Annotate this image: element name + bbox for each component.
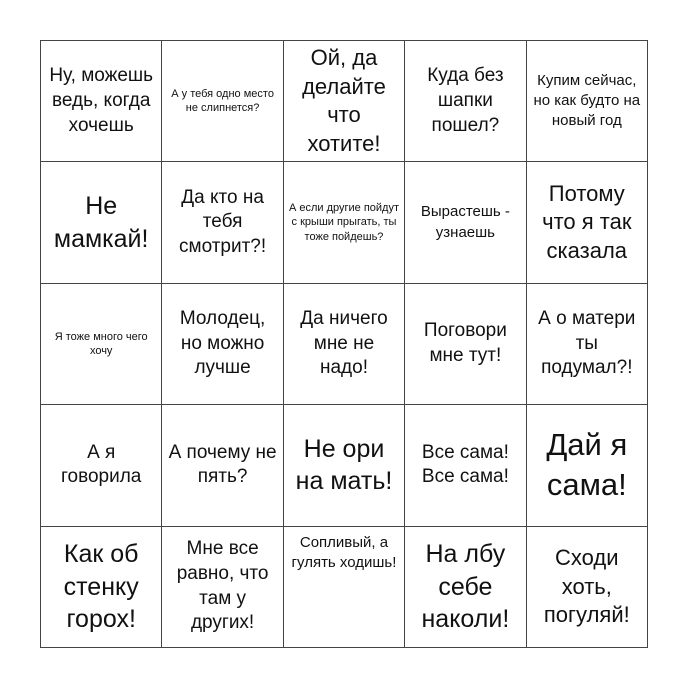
bingo-cell bbox=[162, 41, 283, 162]
cell-text: Сопливый, а гулять ходишь! bbox=[291, 533, 397, 571]
cell-text: Ну, можешь ведь, когда хочешь bbox=[49, 65, 154, 136]
bingo-cell bbox=[405, 405, 526, 526]
bingo-cell bbox=[284, 405, 405, 526]
bingo-cell bbox=[41, 284, 162, 405]
bingo-cell bbox=[162, 527, 283, 648]
cell-text: А если другие пойдут с крыши прыгать, ты тоже пойдешь? bbox=[288, 202, 400, 243]
bingo-cell bbox=[405, 284, 526, 405]
bingo-cell bbox=[284, 527, 405, 648]
bingo-cell bbox=[284, 284, 405, 405]
bingo-cell bbox=[41, 527, 162, 648]
cell-text: Молодец, но можно лучше bbox=[179, 307, 266, 379]
bingo-cell bbox=[527, 527, 648, 648]
bingo-cell bbox=[41, 41, 162, 162]
cell-text: Не мамкай! bbox=[53, 192, 149, 253]
cell-text: А почему не пять? bbox=[168, 441, 277, 488]
bingo-cell bbox=[527, 405, 648, 526]
bingo-board bbox=[40, 40, 648, 648]
cell-text: Мне все равно, что там у других! bbox=[176, 538, 269, 634]
cell-text: Потому что я так сказала bbox=[542, 180, 632, 263]
cell-text: Ой, да делайте что хотите! bbox=[302, 45, 386, 156]
bingo-cell bbox=[162, 405, 283, 526]
bingo-cell bbox=[41, 162, 162, 283]
bingo-cell bbox=[527, 284, 648, 405]
bingo-cell bbox=[405, 527, 526, 648]
cell-text: Да ничего мне не надо! bbox=[300, 307, 388, 379]
cell-text: А я говорила bbox=[61, 441, 142, 488]
bingo-cell bbox=[162, 162, 283, 283]
bingo-cell bbox=[41, 405, 162, 526]
cell-text: Все сама! Все сама! bbox=[421, 441, 509, 488]
cell-text: А у тебя одно место не слипнется? bbox=[171, 87, 274, 115]
cell-text: Куда без шапки пошел? bbox=[427, 65, 504, 136]
bingo-cell bbox=[405, 41, 526, 162]
cell-text: Сходи хоть, погуляй! bbox=[543, 544, 630, 628]
cell-text: Поговори мне тут! bbox=[423, 320, 507, 366]
bingo-cell bbox=[527, 162, 648, 283]
cell-text: А о матери ты подумал?! bbox=[538, 307, 636, 379]
bingo-cell bbox=[527, 41, 648, 162]
cell-text: Я тоже много чего хочу bbox=[54, 330, 148, 357]
cell-text: Да кто на тебя смотрит?! bbox=[179, 186, 267, 257]
bingo-cell bbox=[284, 41, 405, 162]
cell-text: На лбу себе наколи! bbox=[421, 540, 510, 634]
bingo-cell bbox=[284, 162, 405, 283]
bingo-cell bbox=[162, 284, 283, 405]
bingo-cell bbox=[405, 162, 526, 283]
cell-text: Купим сейчас, но как будто на новый год bbox=[533, 71, 641, 130]
cell-text: Не ори на мать! bbox=[295, 434, 393, 496]
cell-text: Дай я сама! bbox=[546, 427, 628, 503]
cell-text: Как об стенку горох! bbox=[63, 540, 139, 634]
cell-text: Вырастешь - узнаешь bbox=[420, 203, 510, 241]
